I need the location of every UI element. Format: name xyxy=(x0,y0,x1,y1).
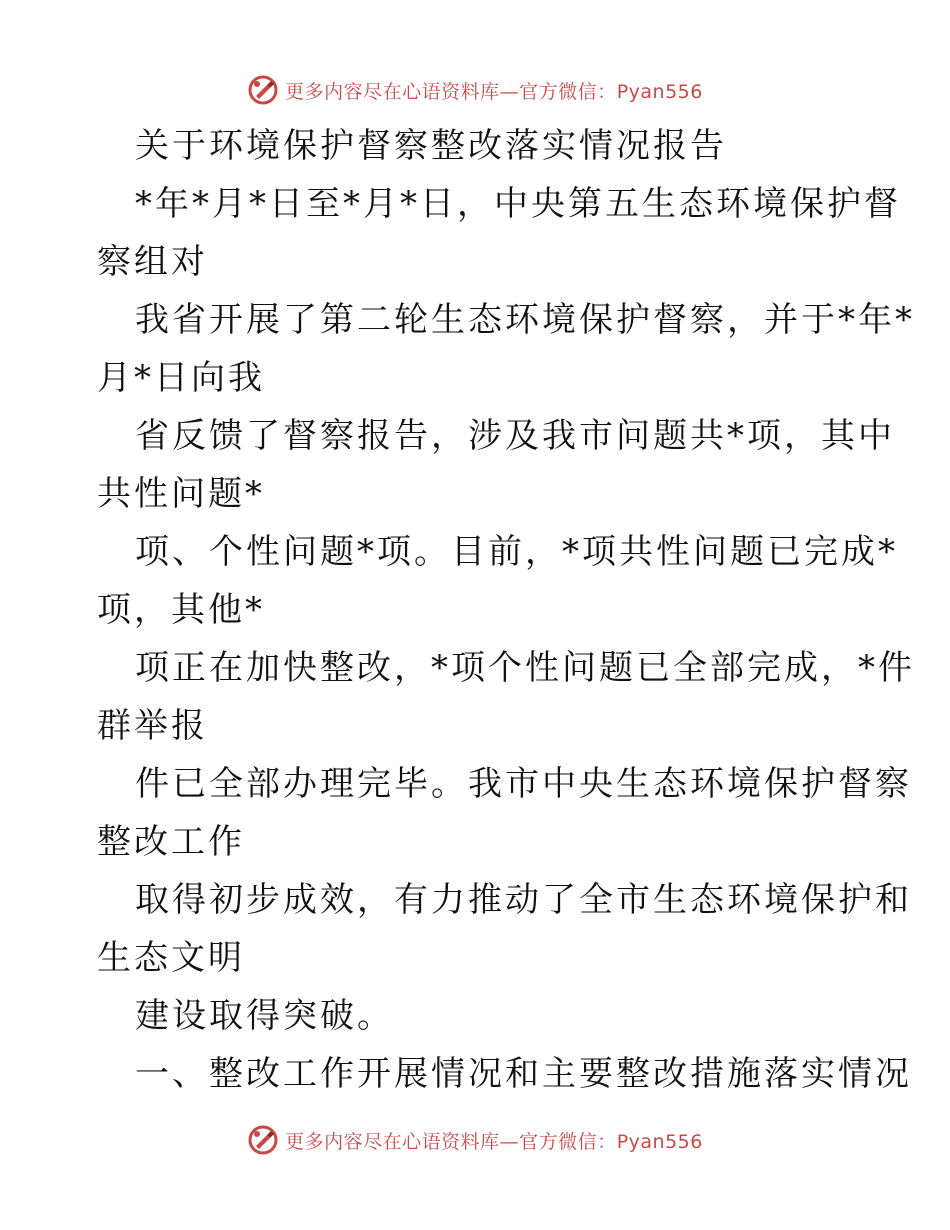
footer-banner xyxy=(0,1120,950,1160)
document-line: 件已全部办理完毕。我市中央生态环境保护督察 xyxy=(135,764,912,804)
document-title: 关于环境保护督察整改落实情况报告 xyxy=(135,126,727,166)
document-line: 项，其他* xyxy=(97,590,265,630)
document-line: 省反馈了督察报告，涉及我市问题共*项，其中 xyxy=(135,416,895,456)
banner-text xyxy=(285,1127,703,1154)
pen-heart-logo-icon xyxy=(247,74,279,106)
document-line: 项正在加快整改，*项个性问题已全部完成，*件 xyxy=(135,648,915,688)
document-line: 整改工作 xyxy=(97,822,245,862)
document-body xyxy=(97,117,915,1103)
banner-wechat-label: 官方微信： xyxy=(519,1130,617,1153)
header-banner xyxy=(0,70,950,110)
document-line: 群举报 xyxy=(97,706,208,746)
document-line: 项、个性问题*项。目前，*项共性问题已完成* xyxy=(135,532,898,572)
document-line: 建设取得突破。 xyxy=(135,996,394,1036)
document-line: 共性问题* xyxy=(97,474,265,514)
banner-separator: — xyxy=(499,80,520,103)
pen-heart-logo-icon xyxy=(247,1124,279,1156)
document-line: 察组对 xyxy=(97,242,208,282)
document-line: 生态文明 xyxy=(97,938,245,978)
document-line: 我省开展了第二轮生态环境保护督察，并于*年* xyxy=(135,300,915,340)
document-line: 取得初步成效，有力推动了全市生态环境保护和 xyxy=(135,880,912,920)
banner-text xyxy=(285,77,703,104)
banner-wechat-id: Pyan556 xyxy=(616,80,703,103)
section-heading: 一、整改工作开展情况和主要整改措施落实情况 xyxy=(135,1054,912,1094)
banner-wechat-label: 官方微信： xyxy=(519,80,617,103)
document-line: 月*日向我 xyxy=(97,358,265,398)
banner-brand: 更多内容尽在心语资料库 xyxy=(285,80,500,103)
banner-separator: — xyxy=(499,1130,520,1153)
banner-wechat-id: Pyan556 xyxy=(616,1130,703,1153)
document-line: *年*月*日至*月*日，中央第五生态环境保护督 xyxy=(135,184,901,224)
banner-brand: 更多内容尽在心语资料库 xyxy=(285,1130,500,1153)
